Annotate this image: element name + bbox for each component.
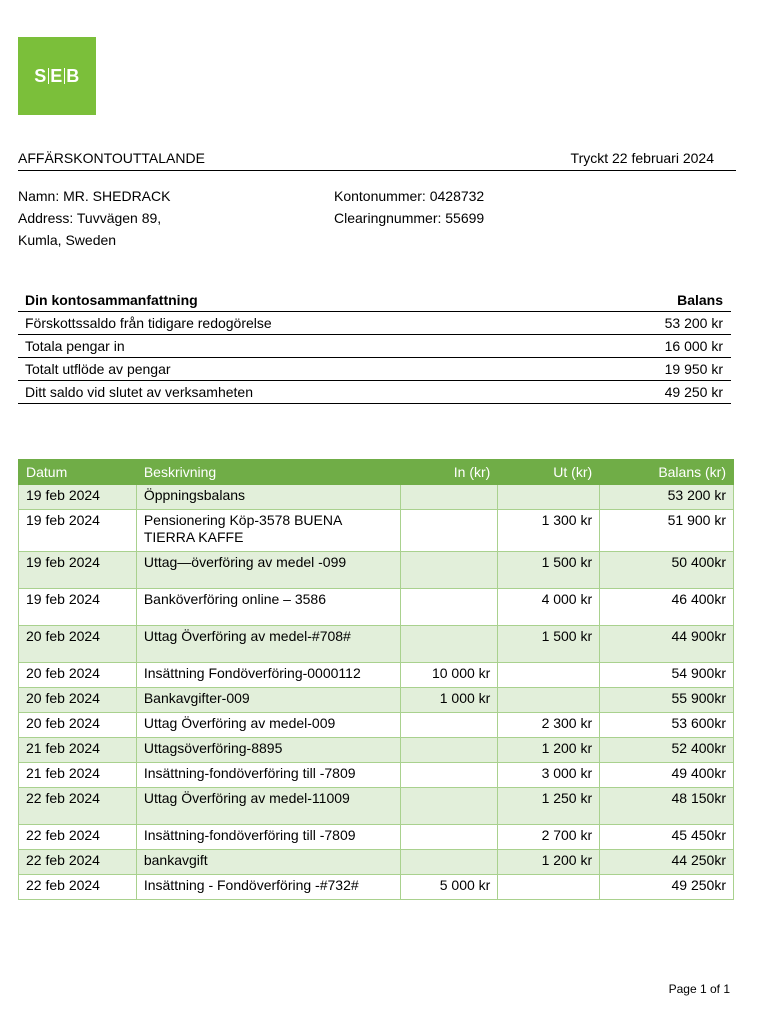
cell-in: 5 000 kr [401, 875, 498, 900]
account-info [334, 185, 484, 229]
cell-date: 21 feb 2024 [19, 738, 137, 763]
cell-description: Uttag Överföring av medel-#708# [136, 626, 401, 663]
summary-row [18, 312, 731, 335]
cell-in: 10 000 kr [401, 663, 498, 688]
cell-date: 20 feb 2024 [19, 688, 137, 713]
table-row [19, 626, 734, 663]
table-row [19, 510, 734, 552]
cell-description: Uttag Överföring av medel-009 [136, 713, 401, 738]
cell-in [401, 552, 498, 589]
cell-date: 21 feb 2024 [19, 763, 137, 788]
summary-label: Totalt utflöde av pengar [18, 358, 575, 381]
column-header-date: Datum [19, 460, 137, 485]
clearing-number: Clearingnummer: 55699 [334, 210, 485, 226]
cell-balance: 48 150kr [600, 788, 734, 825]
cell-out: 4 000 kr [498, 589, 600, 626]
cell-out [498, 688, 600, 713]
cell-out [498, 663, 600, 688]
logo-divider [64, 68, 66, 84]
table-row [19, 875, 734, 900]
cell-out: 1 300 kr [498, 510, 600, 552]
cell-description: Uttag Överföring av medel-11009 [136, 788, 401, 825]
cell-date: 19 feb 2024 [19, 552, 137, 589]
cell-description: Insättning-fondöverföring till -7809 [136, 763, 401, 788]
cell-balance: 54 900kr [600, 663, 734, 688]
cell-out: 1 250 kr [498, 788, 600, 825]
cell-in [401, 788, 498, 825]
logo-letter-s: S [34, 65, 47, 86]
transactions-header-row [19, 460, 734, 485]
cell-date: 20 feb 2024 [19, 713, 137, 738]
table-row [19, 552, 734, 589]
logo-letter-e: E [50, 65, 63, 86]
cell-in [401, 626, 498, 663]
cell-out: 1 500 kr [498, 626, 600, 663]
cell-balance: 49 400kr [600, 763, 734, 788]
account-number: Kontonummer: 0428732 [334, 188, 485, 204]
cell-description: Insättning - Fondöverföring -#732# [136, 875, 401, 900]
summary-balance-heading: Balans [575, 289, 731, 312]
cell-date: 22 feb 2024 [19, 825, 137, 850]
cell-balance: 53 200 kr [600, 485, 734, 510]
cell-description: bankavgift [136, 850, 401, 875]
cell-description: Banköverföring online – 3586 [136, 589, 401, 626]
customer-address-line2: Kumla, Sweden [18, 232, 117, 248]
table-row [19, 788, 734, 825]
cell-in [401, 850, 498, 875]
summary-label: Förskottssaldo från tidigare redogörelse [18, 312, 575, 335]
customer-address-line1: Address: Tuvvägen 89, [18, 210, 162, 226]
table-row [19, 589, 734, 626]
table-row [19, 485, 734, 510]
cell-balance: 46 400kr [600, 589, 734, 626]
cell-out: 2 700 kr [498, 825, 600, 850]
column-header-in: In (kr) [401, 460, 498, 485]
cell-date: 20 feb 2024 [19, 626, 137, 663]
cell-description: Pensionering Köp-3578 BUENA TIERRA KAFFE [136, 510, 401, 552]
cell-description: Insättning-fondöverföring till -7809 [136, 825, 401, 850]
summary-value: 16 000 kr [575, 335, 731, 358]
summary-row [18, 358, 731, 381]
cell-date: 22 feb 2024 [19, 850, 137, 875]
summary-row [18, 335, 731, 358]
cell-date: 22 feb 2024 [19, 875, 137, 900]
cell-out: 1 500 kr [498, 552, 600, 589]
cell-date: 22 feb 2024 [19, 788, 137, 825]
cell-in [401, 589, 498, 626]
table-row [19, 738, 734, 763]
cell-balance: 50 400kr [600, 552, 734, 589]
cell-in [401, 738, 498, 763]
cell-in [401, 825, 498, 850]
customer-info [18, 185, 170, 251]
cell-out: 1 200 kr [498, 850, 600, 875]
cell-description: Insättning Fondöverföring-0000112 [136, 663, 401, 688]
summary-value: 19 950 kr [575, 358, 731, 381]
table-row [19, 825, 734, 850]
cell-out [498, 485, 600, 510]
cell-balance: 53 600kr [600, 713, 734, 738]
cell-date: 20 feb 2024 [19, 663, 137, 688]
summary-label: Ditt saldo vid slutet av verksamheten [18, 381, 575, 404]
summary-value: 49 250 kr [575, 381, 731, 404]
summary-header-row [18, 289, 731, 312]
cell-out [498, 875, 600, 900]
summary-label: Totala pengar in [18, 335, 575, 358]
cell-in [401, 713, 498, 738]
cell-balance: 44 900kr [600, 626, 734, 663]
table-row [19, 688, 734, 713]
summary-value: 53 200 kr [575, 312, 731, 335]
cell-balance: 52 400kr [600, 738, 734, 763]
column-header-balance: Balans (kr) [600, 460, 734, 485]
transactions-table [18, 459, 734, 900]
account-summary-table [18, 289, 731, 404]
table-row [19, 850, 734, 875]
cell-description: Uttag—överföring av medel -099 [136, 552, 401, 589]
table-row [19, 763, 734, 788]
column-header-description: Beskrivning [136, 460, 401, 485]
column-header-out: Ut (kr) [498, 460, 600, 485]
summary-heading: Din kontosammanfattning [18, 289, 575, 312]
cell-in: 1 000 kr [401, 688, 498, 713]
cell-date: 19 feb 2024 [19, 589, 137, 626]
cell-balance: 45 450kr [600, 825, 734, 850]
cell-description: Öppningsbalans [136, 485, 401, 510]
cell-out: 1 200 kr [498, 738, 600, 763]
cell-in [401, 763, 498, 788]
printed-date: Tryckt 22 februari 2024 [570, 150, 714, 166]
cell-out: 2 300 kr [498, 713, 600, 738]
logo-divider [48, 68, 50, 84]
cell-balance: 51 900 kr [600, 510, 734, 552]
table-row [19, 663, 734, 688]
table-row [19, 713, 734, 738]
seb-logo [18, 37, 96, 115]
document-header [18, 150, 736, 171]
summary-row [18, 381, 731, 404]
logo-letter-b: B [66, 65, 80, 86]
cell-description: Bankavgifter-009 [136, 688, 401, 713]
document-title: AFFÄRSKONTOUTTALANDE [18, 150, 205, 166]
cell-date: 19 feb 2024 [19, 510, 137, 552]
cell-date: 19 feb 2024 [19, 485, 137, 510]
cell-out: 3 000 kr [498, 763, 600, 788]
cell-balance: 55 900kr [600, 688, 734, 713]
cell-in [401, 510, 498, 552]
cell-description: Uttagsöverföring-8895 [136, 738, 401, 763]
cell-balance: 49 250kr [600, 875, 734, 900]
cell-balance: 44 250kr [600, 850, 734, 875]
cell-in [401, 485, 498, 510]
customer-name: Namn: MR. SHEDRACK [18, 188, 171, 204]
page-number: Page 1 of 1 [668, 982, 730, 996]
